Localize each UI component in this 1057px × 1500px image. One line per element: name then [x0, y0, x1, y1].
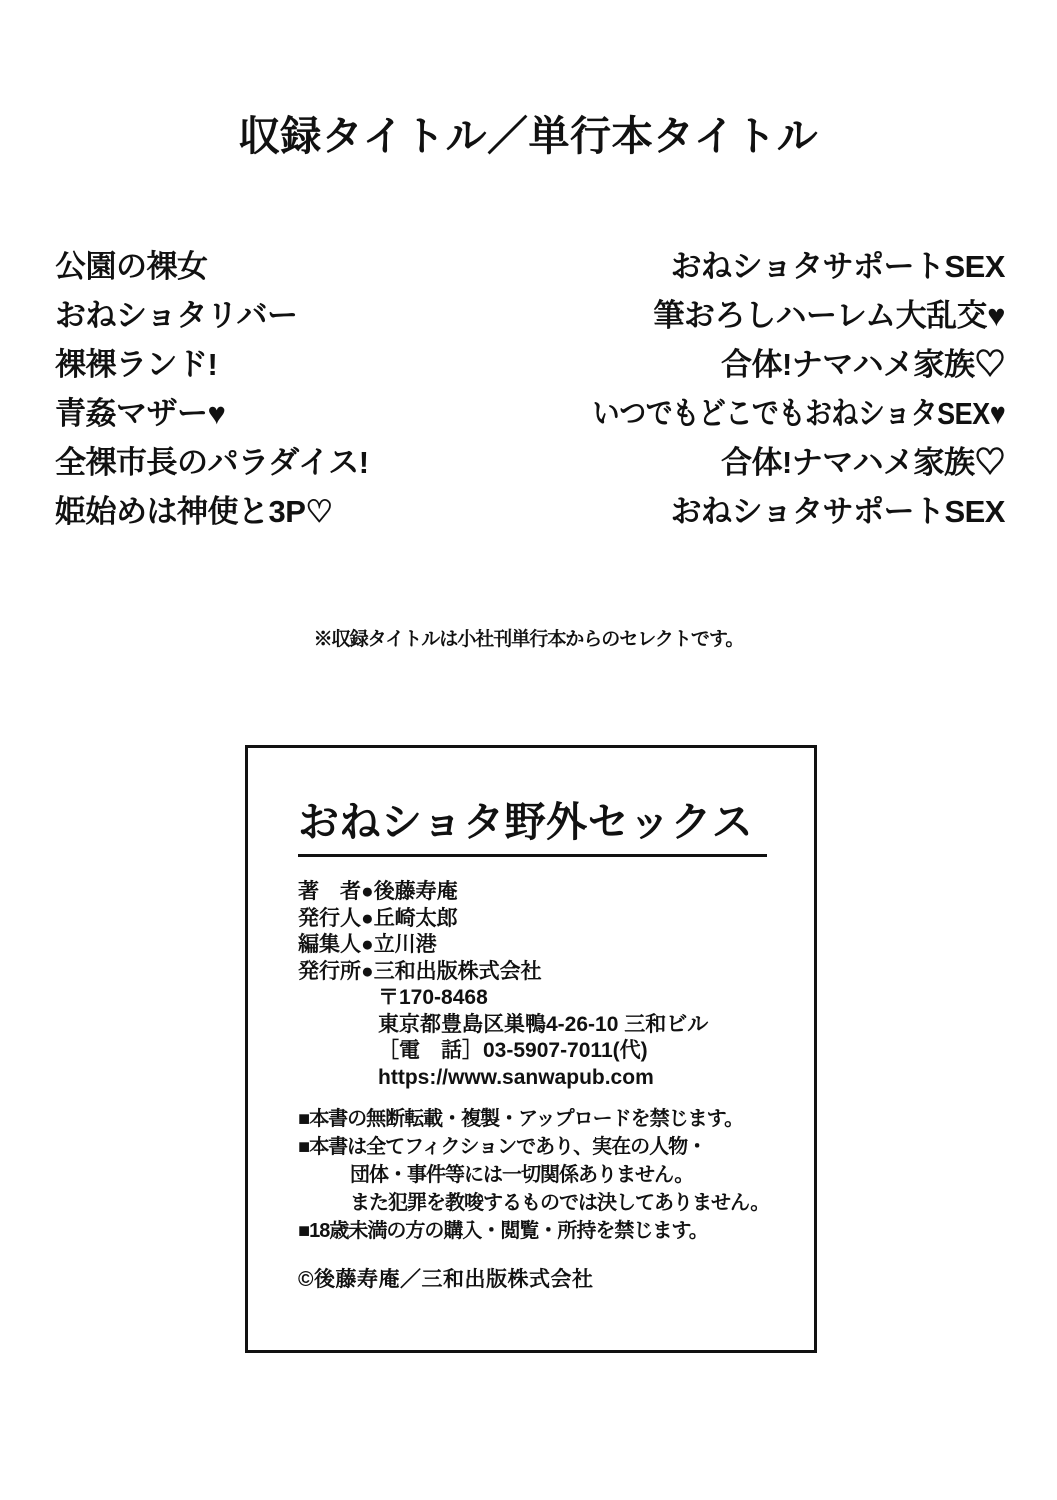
credit-label: 発行所	[298, 959, 361, 983]
credits-block	[298, 879, 784, 1091]
bullet-icon: ●	[361, 906, 374, 930]
copyright-line: ©後藤寿庵／三和出版株式会社	[298, 1268, 594, 1292]
title-list-row	[55, 386, 1005, 435]
website-url: https://www.sanwapub.com	[378, 1065, 654, 1089]
book-title: 合体!ナマハメ家族♡	[720, 445, 1005, 480]
page-title: 収録タイトル／単行本タイトル	[238, 112, 819, 160]
credit-value: 三和出版株式会社	[373, 959, 542, 983]
credit-line-publisher-person	[298, 906, 784, 933]
notices-block	[298, 1105, 784, 1245]
story-title: 公園の裸女	[55, 249, 208, 284]
notice-fiction-1: ■本書は全てフィクションであり、実在の人物・	[298, 1136, 707, 1159]
selection-note: ※収録タイトルは小社刊単行本からのセレクトです。	[313, 629, 744, 650]
credit-label: 著 者	[298, 880, 361, 904]
notice-fiction-2: 団体・事件等には一切関係ありません。	[350, 1164, 694, 1187]
title-list-row	[55, 484, 1005, 533]
book-title: 合体!ナマハメ家族♡	[720, 347, 1005, 382]
notice-age-restriction: ■18歳未満の方の購入・閲覧・所持を禁じます。	[298, 1220, 708, 1243]
title-list-row	[55, 337, 1005, 386]
publisher-details	[298, 985, 784, 1091]
bullet-icon: ●	[361, 933, 374, 957]
colophon-book-title: おねショタ野外セックス	[298, 800, 767, 857]
credit-value: 後藤寿庵	[373, 880, 458, 904]
notice-fiction-3: また犯罪を教唆するものでは決してありません。	[350, 1192, 770, 1215]
phone-number: ［電 話］03-5907-7011(代)	[378, 1039, 648, 1063]
colophon-box	[245, 745, 817, 1353]
story-title: 全裸市長のパラダイス!	[55, 445, 369, 480]
credit-line-publishing-house	[298, 959, 784, 986]
credit-label: 編集人	[298, 933, 361, 957]
credit-line-author	[298, 879, 784, 906]
credit-line-editor	[298, 932, 784, 959]
bullet-icon: ●	[361, 880, 374, 904]
postal-code: 〒170-8468	[378, 986, 488, 1010]
bullet-icon: ●	[361, 959, 374, 983]
title-list-row	[55, 239, 1005, 288]
story-title: 青姦マザー♥	[55, 396, 226, 431]
notice-no-reproduction: ■本書の無断転載・複製・アップロードを禁じます。	[298, 1108, 744, 1131]
credit-value: 立川港	[373, 933, 437, 957]
title-list-row	[55, 435, 1005, 484]
title-list-row	[55, 288, 1005, 337]
title-list	[55, 239, 1005, 533]
book-title: 筆おろしハーレム大乱交♥	[653, 298, 1005, 333]
story-title: 姫始めは神使と3P♡	[55, 494, 333, 529]
book-title: いつでもどこでもおねショタSEX♥	[592, 396, 1005, 431]
credit-label: 発行人	[298, 906, 361, 930]
address: 東京都豊島区巣鴨4-26-10 三和ビル	[378, 1012, 709, 1036]
book-title: おねショタサポートSEX	[670, 249, 1005, 284]
story-title: 裸裸ランド!	[55, 347, 218, 382]
story-title: おねショタリバー	[55, 298, 298, 333]
credit-value: 丘崎太郎	[373, 906, 458, 930]
book-title: おねショタサポートSEX	[670, 494, 1005, 529]
